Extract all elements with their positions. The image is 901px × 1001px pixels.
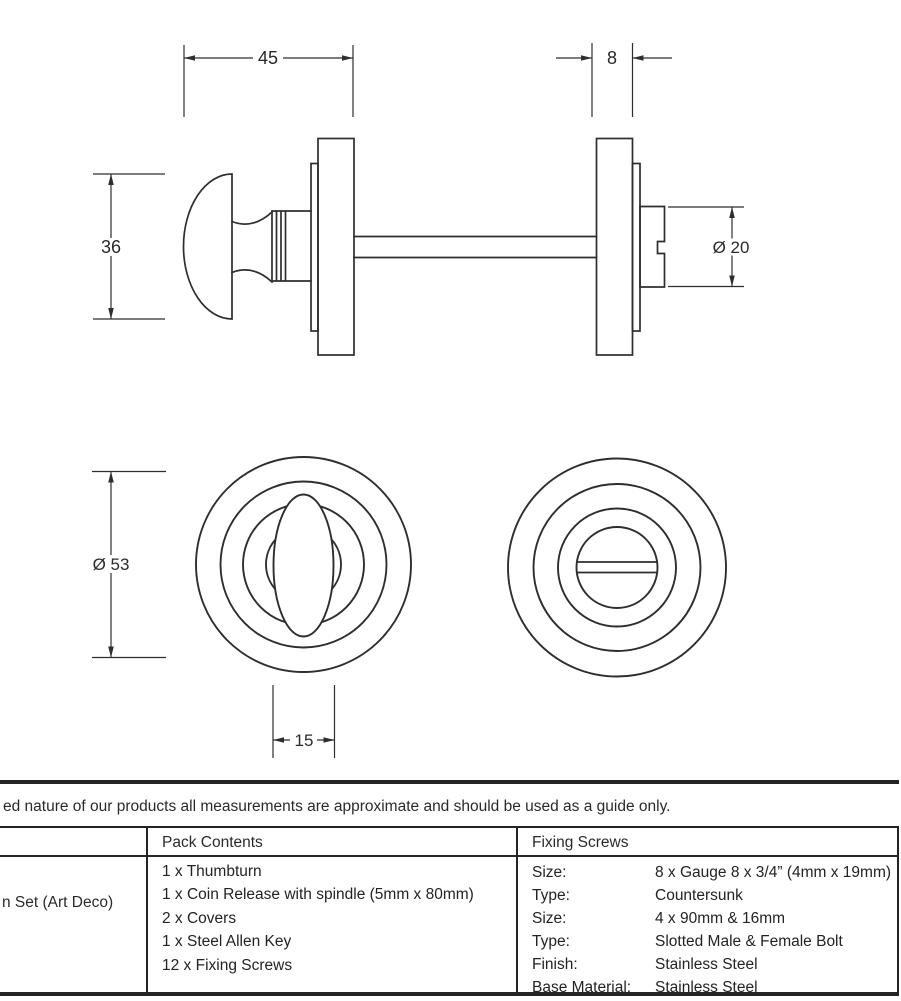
pack-item: 1 x Coin Release with spindle (5mm x 80mm) (162, 886, 474, 904)
table-top-border (0, 826, 899, 828)
pack-contents-header: Pack Contents (162, 834, 263, 851)
thumbturn-neck-bottom (232, 270, 272, 282)
coin-release-side-view (597, 139, 665, 356)
spec-label: Finish: (532, 956, 578, 974)
dim-45-label: 45 (257, 48, 279, 68)
spec-value: Stainless Steel (655, 956, 758, 974)
table-divider-col2 (516, 826, 518, 996)
screw-spec-row (532, 953, 891, 976)
dimension-15 (273, 685, 335, 758)
coin-release-rosette-side (597, 139, 633, 356)
coin-release-back-plate (633, 164, 641, 332)
spec-label: Type: (532, 887, 570, 905)
dimension-8 (556, 43, 672, 117)
dim-dia53-label: Ø 53 (92, 555, 130, 574)
dimension-36 (93, 174, 165, 319)
fixing-screws-list (532, 861, 891, 1000)
spec-label: Size: (532, 910, 567, 928)
spec-value: 8 x Gauge 8 x 3/4” (4mm x 19mm) (655, 864, 892, 881)
dimension-dia-20 (668, 207, 755, 287)
spec-label: Size: (532, 864, 567, 881)
thumbturn-collar (272, 211, 311, 281)
dim-dia20-label: Ø 20 (712, 238, 750, 257)
screw-spec-row (532, 861, 891, 884)
screw-spec-row (532, 907, 891, 930)
spec-value: Slotted Male & Female Bolt (655, 933, 843, 951)
dim-8-label: 8 (606, 48, 618, 68)
thumbturn-rosette-side (318, 139, 354, 356)
dim-15-label: 15 (294, 731, 314, 750)
thumbturn-knob-dome (183, 174, 232, 319)
thumbturn-front-view (196, 457, 411, 672)
product-name: n Set (Art Deco) (2, 894, 114, 911)
spec-value: Countersunk (655, 887, 743, 905)
thumbturn-side-view (183, 139, 596, 356)
pack-item: 2 x Covers (162, 909, 237, 927)
spec-value: Stainless Steel (655, 979, 758, 997)
table-header-border (0, 855, 899, 857)
pack-item: 1 x Thumbturn (162, 863, 262, 880)
coin-release-boss-circle (577, 527, 658, 608)
dimension-dia-53 (87, 472, 166, 658)
spec-label: Type: (532, 933, 570, 951)
table-divider-col1 (146, 826, 148, 996)
pack-contents-list (162, 860, 474, 977)
screw-spec-row (532, 930, 891, 953)
thumbturn-back-plate (311, 164, 318, 332)
table-right-border (897, 826, 899, 996)
screw-spec-row (532, 884, 891, 907)
disclaimer-top-border (0, 780, 899, 784)
spindle (354, 237, 597, 258)
spec-value: 4 x 90mm & 16mm (655, 910, 786, 928)
coin-slot (577, 562, 657, 573)
coin-release-front-view (508, 459, 726, 677)
coin-release-outer-ring (508, 459, 726, 677)
screw-spec-row (532, 976, 891, 999)
pack-item: 12 x Fixing Screws (162, 956, 293, 974)
thumbturn-knob-front (274, 495, 334, 637)
fixing-screws-header: Fixing Screws (532, 834, 629, 851)
dim-36-label: 36 (100, 237, 122, 257)
pack-item: 1 x Steel Allen Key (162, 933, 292, 951)
thumbturn-neck-top (232, 212, 272, 224)
spec-label: Base Material: (532, 979, 632, 997)
dimension-45 (184, 45, 353, 117)
disclaimer-text: ed nature of our products all measurements are approximate and should be used as a guide only. (3, 798, 671, 815)
coin-release-cylinder (640, 207, 665, 288)
